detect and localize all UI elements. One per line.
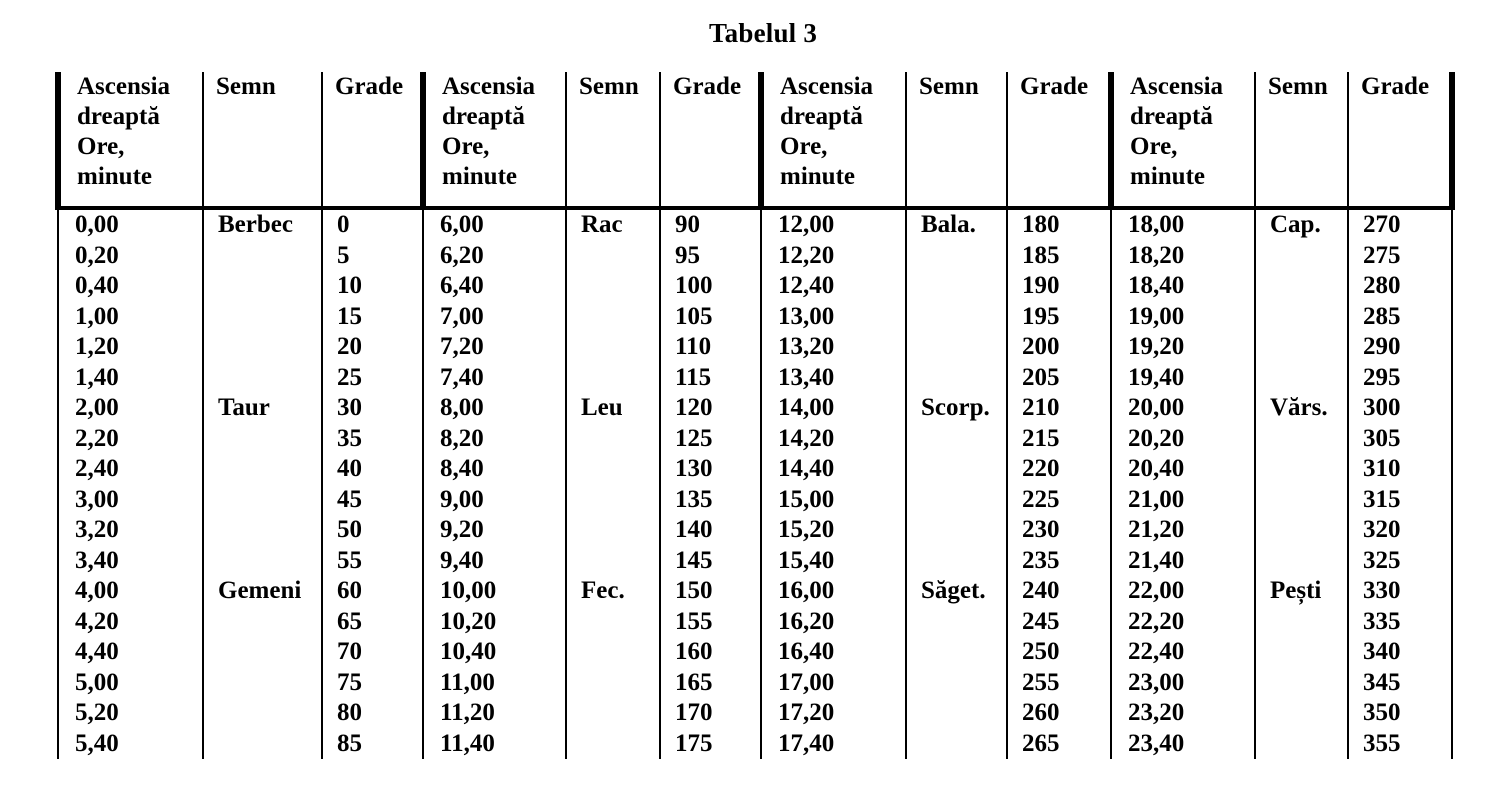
- degree-value: 330: [1363, 577, 1401, 604]
- degree-value: 175: [675, 729, 713, 757]
- degree-value: 5: [337, 241, 350, 269]
- header-grade-label: Grade: [1020, 73, 1089, 100]
- degree-value: 300: [1363, 394, 1401, 421]
- degree-value: 340: [1363, 638, 1401, 665]
- degree-value: 230: [1022, 516, 1060, 543]
- degree-value: 250: [1022, 638, 1060, 665]
- degree-value: 85: [337, 729, 362, 757]
- degree-cell: [660, 208, 761, 393]
- header-ascensia-cell: [761, 72, 906, 208]
- ascension-time: 18,20: [1128, 241, 1185, 269]
- ascension-time: 11,40: [440, 729, 495, 757]
- ascension-time: 20,00: [1128, 394, 1185, 421]
- degree-value: 235: [1022, 546, 1060, 574]
- ascension-time-cell: [1111, 393, 1255, 576]
- degree-value: 65: [337, 607, 362, 635]
- ascension-time: 11,00: [440, 668, 495, 696]
- sign-name: Scorp.: [921, 394, 990, 421]
- ascension-time: 16,00: [778, 577, 835, 604]
- ascension-time: 22,40: [1128, 638, 1185, 665]
- ascension-time: 17,20: [778, 699, 835, 726]
- degree-value: 350: [1363, 699, 1401, 726]
- sign-name: Berbec: [218, 211, 293, 238]
- degree-value: 15: [337, 302, 362, 330]
- header-ascensia-cell: [1111, 72, 1255, 208]
- ascension-time: 0,40: [75, 272, 119, 299]
- degree-value: 220: [1022, 455, 1060, 482]
- ascension-time: 9,20: [440, 516, 484, 543]
- ascension-time: 12,40: [778, 272, 835, 299]
- ascension-time: 7,00: [440, 302, 484, 330]
- degree-value: 60: [337, 577, 362, 604]
- degree-value: 105: [675, 302, 713, 330]
- degree-value: 20: [337, 333, 362, 360]
- header-semn-cell: [1255, 72, 1348, 208]
- ascension-time: 16,20: [778, 607, 835, 635]
- header-grade-label: Grade: [335, 73, 404, 100]
- table-row: [58, 393, 1452, 576]
- ascension-time: 8,20: [440, 424, 484, 452]
- ascension-time-cell: [58, 208, 203, 393]
- ascension-time: 23,40: [1128, 729, 1185, 757]
- ascension-time: 19,40: [1128, 363, 1185, 391]
- degree-cell: [1007, 393, 1111, 576]
- ascension-time: 6,00: [440, 211, 484, 238]
- degree-cell: [1007, 576, 1111, 759]
- header-ascensia-line: dreaptă: [780, 103, 863, 130]
- ascension-time: 14,40: [778, 455, 835, 482]
- ascension-time: 14,20: [778, 424, 835, 452]
- ascension-time: 23,00: [1128, 668, 1185, 696]
- header-semn-label: Semn: [579, 73, 639, 100]
- ascension-time: 1,20: [75, 333, 119, 360]
- ascension-time: 2,40: [75, 455, 119, 482]
- ascension-time: 3,00: [75, 485, 119, 513]
- ascension-time: 8,00: [440, 394, 484, 421]
- ascension-time: 10,00: [440, 577, 497, 604]
- degree-value: 125: [675, 424, 713, 452]
- ascension-time: 16,40: [778, 638, 835, 665]
- ascension-time: 7,40: [440, 363, 484, 391]
- header-grade-cell: [1007, 72, 1111, 208]
- degree-value: 145: [675, 546, 713, 574]
- header-grade-cell: [660, 72, 761, 208]
- ascension-time: 17,40: [778, 729, 835, 757]
- header-semn-label: Semn: [216, 73, 276, 100]
- sign-name: Rac: [581, 211, 623, 238]
- header-ascensia-line: Ascensia: [442, 73, 536, 100]
- degree-value: 35: [337, 424, 362, 452]
- header-ascensia-cell: [423, 72, 566, 208]
- sign-cell: [1255, 576, 1348, 759]
- header-ascensia-line: Ore,: [77, 133, 125, 160]
- ascension-time: 13,40: [778, 363, 835, 391]
- sign-name: Leu: [581, 394, 623, 421]
- ascension-time-cell: [761, 208, 906, 393]
- ascension-time: 18,00: [1128, 211, 1185, 238]
- degree-value: 110: [675, 333, 712, 360]
- ascension-time: 18,40: [1128, 272, 1185, 299]
- ascension-time: 9,00: [440, 485, 484, 513]
- table-row: [58, 208, 1452, 393]
- ascension-time-cell: [1111, 208, 1255, 393]
- degree-value: 150: [675, 577, 713, 604]
- ascension-time: 20,40: [1128, 455, 1185, 482]
- ascension-time: 5,00: [75, 668, 119, 696]
- table-body: [58, 72, 1452, 759]
- degree-value: 25: [337, 363, 362, 391]
- degree-value: 265: [1022, 729, 1060, 757]
- ascension-time: 13,00: [778, 302, 835, 330]
- sign-cell: [203, 208, 322, 393]
- sign-name: Pești: [1270, 577, 1322, 604]
- ascension-time: 21,00: [1128, 485, 1185, 513]
- ascension-time: 20,20: [1128, 424, 1185, 452]
- degree-value: 255: [1022, 668, 1060, 696]
- degree-value: 140: [675, 516, 713, 543]
- ascension-time-cell: [423, 208, 566, 393]
- header-ascensia-line: minute: [442, 163, 517, 190]
- sign-cell: [203, 393, 322, 576]
- degree-value: 80: [337, 699, 362, 726]
- sign-name: Vărs.: [1270, 394, 1328, 421]
- sign-name: Gemeni: [218, 577, 302, 604]
- ascension-time: 4,20: [75, 607, 119, 635]
- ascension-time: 21,20: [1128, 516, 1185, 543]
- header-grade-label: Grade: [673, 73, 742, 100]
- header-ascensia-line: Ore,: [1130, 133, 1178, 160]
- degree-value: 10: [337, 272, 362, 299]
- ascension-time: 7,20: [440, 333, 484, 360]
- degree-value: 180: [1022, 211, 1060, 238]
- sign-name: Săget.: [921, 577, 986, 604]
- ascension-time: 10,40: [440, 638, 497, 665]
- degree-cell: [1348, 393, 1452, 576]
- ascension-time-cell: [58, 393, 203, 576]
- degree-value: 95: [675, 241, 700, 269]
- ascension-time: 21,40: [1128, 546, 1185, 574]
- ascension-time-cell: [58, 576, 203, 759]
- header-ascensia-line: minute: [780, 163, 855, 190]
- ascension-time: 11,20: [440, 699, 495, 726]
- ascension-time: 14,00: [778, 394, 835, 421]
- table-title: Tabelul 3: [708, 18, 818, 48]
- ascension-time: 22,20: [1128, 607, 1185, 635]
- header-ascensia-line: Ore,: [780, 133, 828, 160]
- degree-value: 195: [1022, 302, 1060, 330]
- sign-cell: [906, 393, 1007, 576]
- table-row: [58, 576, 1452, 759]
- ascension-time: 3,20: [75, 516, 119, 543]
- degree-cell: [1348, 576, 1452, 759]
- degree-value: 290: [1363, 333, 1401, 360]
- degree-value: 320: [1363, 516, 1401, 543]
- degree-value: 355: [1363, 729, 1401, 757]
- header-semn-label: Semn: [1268, 73, 1328, 100]
- ascension-time-cell: [1111, 576, 1255, 759]
- header-semn-cell: [203, 72, 322, 208]
- degree-value: 210: [1022, 394, 1060, 421]
- ascension-time: 19,00: [1128, 302, 1185, 330]
- ascension-time: 5,20: [75, 699, 119, 726]
- degree-value: 45: [337, 485, 362, 513]
- degree-cell: [660, 576, 761, 759]
- ascension-time: 10,20: [440, 607, 497, 635]
- sign-cell: [203, 576, 322, 759]
- degree-cell: [322, 393, 423, 576]
- sign-name: Taur: [218, 394, 270, 421]
- degree-value: 185: [1022, 241, 1060, 269]
- degree-value: 115: [675, 363, 712, 391]
- ascension-time-cell: [423, 393, 566, 576]
- ascension-time: 0,20: [75, 241, 119, 269]
- degree-value: 275: [1363, 241, 1401, 269]
- ascension-time: 15,00: [778, 485, 835, 513]
- degree-cell: [322, 576, 423, 759]
- ascension-time: 4,40: [75, 638, 119, 665]
- header-grade-cell: [1348, 72, 1452, 208]
- degree-value: 325: [1363, 546, 1401, 574]
- ascension-time-cell: [761, 393, 906, 576]
- ascension-time: 0,00: [75, 211, 119, 238]
- degree-value: 285: [1363, 302, 1401, 330]
- degree-value: 270: [1363, 211, 1401, 238]
- sign-name: Bala.: [921, 211, 976, 238]
- ascension-time: 12,20: [778, 241, 835, 269]
- ascension-time: 15,20: [778, 516, 835, 543]
- sign-cell: [906, 576, 1007, 759]
- ascension-time: 17,00: [778, 668, 835, 696]
- degree-value: 295: [1363, 363, 1401, 391]
- header-ascensia-line: Ascensia: [780, 73, 874, 100]
- degree-value: 50: [337, 516, 362, 543]
- degree-value: 190: [1022, 272, 1060, 299]
- header-semn-cell: [566, 72, 660, 208]
- header-grade-cell: [322, 72, 423, 208]
- ascension-time: 8,40: [440, 455, 484, 482]
- ascension-time: 5,40: [75, 729, 119, 757]
- sign-name: Fec.: [581, 577, 625, 604]
- degree-value: 55: [337, 546, 362, 574]
- degree-cell: [1348, 208, 1452, 393]
- degree-value: 130: [675, 455, 713, 482]
- ascension-table: [55, 72, 1455, 759]
- ascension-time-cell: [423, 576, 566, 759]
- header-ascensia-line: dreaptă: [442, 103, 525, 130]
- header-ascensia-line: dreaptă: [1130, 103, 1213, 130]
- ascension-time: 6,20: [440, 241, 484, 269]
- ascension-time: 6,40: [440, 272, 484, 299]
- header-ascensia-line: dreaptă: [77, 103, 160, 130]
- ascension-time: 23,20: [1128, 699, 1185, 726]
- sign-cell: [566, 393, 660, 576]
- degree-cell: [322, 208, 423, 393]
- sign-name: Cap.: [1270, 211, 1321, 238]
- ascension-time: 1,00: [75, 302, 119, 330]
- ascension-time: 12,00: [778, 211, 835, 238]
- degree-value: 280: [1363, 272, 1401, 299]
- header-grade-label: Grade: [1361, 73, 1430, 100]
- degree-value: 170: [675, 699, 713, 726]
- ascension-time: 2,00: [75, 394, 119, 421]
- degree-value: 225: [1022, 485, 1060, 513]
- sign-cell: [1255, 393, 1348, 576]
- header-ascensia-cell: [58, 72, 203, 208]
- sign-cell: [566, 576, 660, 759]
- degree-value: 305: [1363, 424, 1401, 452]
- degree-value: 40: [337, 455, 362, 482]
- degree-cell: [660, 393, 761, 576]
- degree-value: 120: [675, 394, 713, 421]
- degree-value: 90: [675, 211, 700, 238]
- ascension-time: 2,20: [75, 424, 119, 452]
- degree-value: 245: [1022, 607, 1060, 635]
- ascension-time: 1,40: [75, 363, 119, 391]
- header-row: [58, 72, 1452, 208]
- degree-value: 155: [675, 607, 713, 635]
- degree-value: 240: [1022, 577, 1060, 604]
- degree-value: 100: [675, 272, 713, 299]
- degree-value: 0: [337, 211, 350, 238]
- ascension-time: 9,40: [440, 546, 484, 574]
- degree-value: 345: [1363, 668, 1401, 696]
- header-semn-label: Semn: [919, 73, 979, 100]
- ascension-time: 22,00: [1128, 577, 1185, 604]
- header-ascensia-line: minute: [1130, 163, 1205, 190]
- degree-value: 205: [1022, 363, 1060, 391]
- sign-cell: [1255, 208, 1348, 393]
- degree-value: 215: [1022, 424, 1060, 452]
- header-semn-cell: [906, 72, 1007, 208]
- degree-value: 160: [675, 638, 713, 665]
- degree-value: 335: [1363, 607, 1401, 635]
- ascension-time: 4,00: [75, 577, 119, 604]
- header-ascensia-line: Ore,: [442, 133, 490, 160]
- ascension-time-cell: [761, 576, 906, 759]
- degree-value: 260: [1022, 699, 1060, 726]
- degree-value: 135: [675, 485, 713, 513]
- degree-value: 75: [337, 668, 362, 696]
- ascension-time: 3,40: [75, 546, 119, 574]
- sign-cell: [906, 208, 1007, 393]
- degree-value: 165: [675, 668, 713, 696]
- degree-value: 310: [1363, 455, 1401, 482]
- ascension-time: 15,40: [778, 546, 835, 574]
- degree-cell: [1007, 208, 1111, 393]
- ascension-time: 19,20: [1128, 333, 1185, 360]
- degree-value: 200: [1022, 333, 1060, 360]
- header-ascensia-line: minute: [77, 163, 152, 190]
- header-ascensia-line: Ascensia: [1130, 73, 1224, 100]
- degree-value: 30: [337, 394, 362, 421]
- sign-cell: [566, 208, 660, 393]
- header-ascensia-line: Ascensia: [77, 73, 171, 100]
- ascension-time: 13,20: [778, 333, 835, 360]
- degree-value: 70: [337, 638, 362, 665]
- degree-value: 315: [1363, 485, 1401, 513]
